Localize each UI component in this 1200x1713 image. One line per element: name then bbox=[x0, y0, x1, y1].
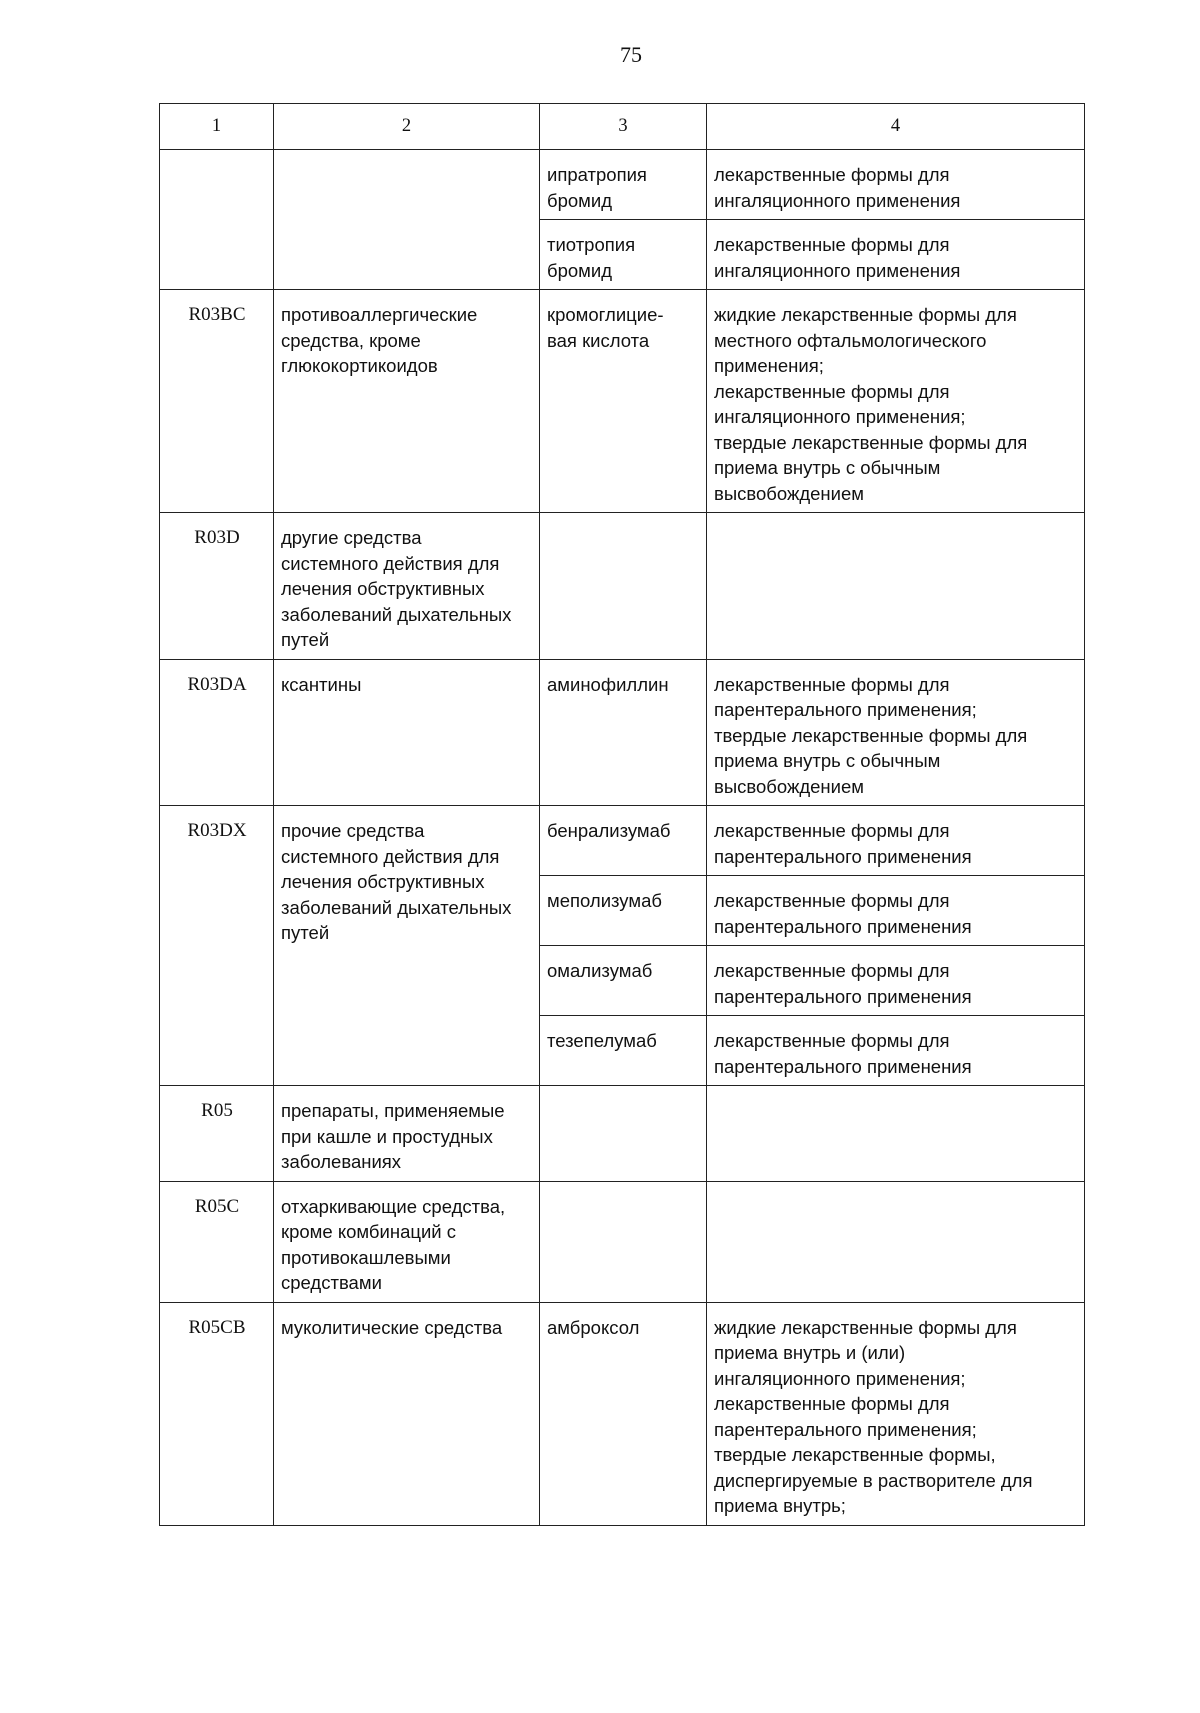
dosage-forms-cell bbox=[707, 220, 1085, 290]
dosage-form-line: высвобождением bbox=[714, 775, 864, 797]
group-text-line: путей bbox=[281, 922, 330, 943]
dosage-forms-cell bbox=[707, 806, 1085, 876]
drug-name-cell bbox=[540, 513, 707, 660]
group-text-line: путей bbox=[281, 629, 330, 650]
pharmacological-group-cell bbox=[274, 659, 540, 806]
table-header-row bbox=[160, 104, 1085, 150]
dosage-form-line: лекарственные формы для bbox=[714, 234, 950, 255]
drug-name-line: тиотропия bbox=[547, 234, 636, 255]
drug-name-cell bbox=[540, 290, 707, 513]
table-body bbox=[160, 150, 1085, 1526]
dosage-forms-cell bbox=[707, 1181, 1085, 1302]
atc-code-cell: R03D bbox=[160, 513, 274, 660]
table-row bbox=[160, 513, 1085, 660]
dosage-form-line: приема внутрь; bbox=[714, 1495, 846, 1516]
column-header: 4 bbox=[707, 104, 1085, 150]
dosage-forms-cell bbox=[707, 876, 1085, 946]
dosage-form-line: ингаляционного применения bbox=[714, 259, 961, 281]
group-text-line: другие средства bbox=[281, 527, 422, 548]
dosage-form-line: лекарственные формы для bbox=[714, 890, 950, 911]
drug-name-cell bbox=[540, 946, 707, 1016]
pharmacological-group-cell bbox=[274, 1086, 540, 1182]
group-text-line: кроме комбинаций с bbox=[281, 1221, 457, 1242]
drug-name-cell bbox=[540, 1016, 707, 1086]
atc-code-cell: R05 bbox=[160, 1086, 274, 1182]
dosage-form-line: парентерального применения bbox=[714, 985, 972, 1007]
group-text-line: глюкокортикоидов bbox=[281, 355, 438, 376]
drug-name-line: вая кислота bbox=[547, 329, 650, 351]
drug-name-line: амброксол bbox=[547, 1316, 640, 1338]
table-row bbox=[160, 290, 1085, 513]
dosage-form-line: жидкие лекарственные формы для bbox=[714, 304, 1017, 325]
group-text-line: препараты, применяемые bbox=[281, 1100, 505, 1121]
dosage-form-line: приема внутрь и (или) bbox=[714, 1342, 906, 1363]
dosage-form-line: высвобождением bbox=[714, 482, 864, 504]
page-number: 75 bbox=[620, 42, 642, 67]
pharmacological-group-cell bbox=[274, 806, 540, 1086]
group-text-line: отхаркивающие средства, bbox=[281, 1195, 506, 1217]
pharmacological-group-cell bbox=[274, 513, 540, 660]
dosage-forms-cell bbox=[707, 946, 1085, 1016]
table-row bbox=[160, 150, 1085, 220]
drug-name-line: омализумаб bbox=[547, 960, 653, 981]
dosage-form-line: твердые лекарственные формы для bbox=[714, 431, 1028, 453]
dosage-forms-cell bbox=[707, 513, 1085, 660]
drug-name-line: ипратропия bbox=[547, 164, 647, 185]
drug-name-cell bbox=[540, 659, 707, 806]
table-row bbox=[160, 1181, 1085, 1302]
group-text-line: при кашле и простудных bbox=[281, 1125, 493, 1147]
table-row bbox=[160, 1302, 1085, 1525]
dosage-form-line: твердые лекарственные формы, bbox=[714, 1444, 996, 1465]
dosage-form-line: лекарственные формы для bbox=[714, 164, 950, 185]
group-text-line: противокашлевыми bbox=[281, 1246, 451, 1268]
atc-code-cell: R05C bbox=[160, 1181, 274, 1302]
group-text-line: средства, кроме bbox=[281, 329, 421, 351]
group-text-line: муколитические средства bbox=[281, 1316, 503, 1338]
dosage-form-line: лекарственные формы для bbox=[714, 380, 950, 402]
dosage-form-line: диспергируемые в растворителе для bbox=[714, 1469, 1033, 1491]
drug-name-cell bbox=[540, 1302, 707, 1525]
column-header: 2 bbox=[274, 104, 540, 150]
drug-name-cell bbox=[540, 1181, 707, 1302]
dosage-forms-cell bbox=[707, 290, 1085, 513]
dosage-form-line: парентерального применения; bbox=[714, 1418, 977, 1440]
medications-table bbox=[159, 103, 1085, 1526]
dosage-form-line: парентерального применения bbox=[714, 915, 972, 937]
dosage-form-line: местного офтальмологического bbox=[714, 329, 987, 351]
drug-name-line: аминофиллин bbox=[547, 673, 669, 695]
dosage-form-line: ингаляционного применения; bbox=[714, 406, 966, 427]
dosage-form-line: лекарственные формы для bbox=[714, 820, 950, 841]
dosage-form-line: лекарственные формы для bbox=[714, 673, 950, 695]
dosage-form-line: лекарственные формы для bbox=[714, 1030, 950, 1051]
dosage-form-line: лекарственные формы для bbox=[714, 960, 950, 981]
dosage-form-line: жидкие лекарственные формы для bbox=[714, 1316, 1017, 1338]
atc-code-cell bbox=[160, 150, 274, 290]
group-text-line: лечения обструктивных bbox=[281, 871, 485, 892]
dosage-form-line: лекарственные формы для bbox=[714, 1393, 950, 1414]
pharmacological-group-cell bbox=[274, 1181, 540, 1302]
group-text-line: лечения обструктивных bbox=[281, 578, 485, 599]
table-row bbox=[160, 1086, 1085, 1182]
group-text-line: противоаллергические bbox=[281, 304, 478, 325]
group-text-line: средствами bbox=[281, 1272, 382, 1293]
drug-name-cell bbox=[540, 220, 707, 290]
drug-name-cell bbox=[540, 1086, 707, 1182]
group-text-line: системного действия для bbox=[281, 845, 500, 867]
dosage-form-line: приема внутрь с обычным bbox=[714, 457, 941, 478]
dosage-forms-cell bbox=[707, 1086, 1085, 1182]
drug-name-cell bbox=[540, 150, 707, 220]
drug-name-line: меполизумаб bbox=[547, 890, 662, 911]
group-text-line: ксантины bbox=[281, 673, 362, 695]
drug-name-line: кромоглицие- bbox=[547, 304, 664, 325]
dosage-form-line: твердые лекарственные формы для bbox=[714, 724, 1028, 746]
dosage-form-line: приема внутрь с обычным bbox=[714, 750, 941, 771]
column-header: 1 bbox=[160, 104, 274, 150]
pharmacological-group-cell bbox=[274, 290, 540, 513]
drug-name-line: бромид bbox=[547, 189, 613, 211]
drug-name-line: бенрализумаб bbox=[547, 820, 671, 841]
dosage-form-line: применения; bbox=[714, 355, 824, 376]
atc-code-cell: R03DA bbox=[160, 659, 274, 806]
dosage-forms-cell bbox=[707, 1302, 1085, 1525]
dosage-forms-cell bbox=[707, 659, 1085, 806]
atc-code-cell: R03BC bbox=[160, 290, 274, 513]
group-text-line: прочие средства bbox=[281, 820, 425, 841]
pharmacological-group-cell bbox=[274, 150, 540, 290]
dosage-form-line: ингаляционного применения bbox=[714, 189, 961, 211]
table-row bbox=[160, 806, 1085, 876]
group-text-line: системного действия для bbox=[281, 552, 500, 574]
pharmacological-group-cell bbox=[274, 1302, 540, 1525]
group-text-line: заболеваний дыхательных bbox=[281, 896, 512, 918]
group-text-line: заболеваний дыхательных bbox=[281, 603, 512, 625]
group-text-line: заболеваниях bbox=[281, 1151, 402, 1172]
dosage-form-line: парентерального применения; bbox=[714, 699, 977, 720]
drug-name-cell bbox=[540, 876, 707, 946]
atc-code-cell: R03DX bbox=[160, 806, 274, 1086]
dosage-form-line: парентерального применения bbox=[714, 1055, 972, 1077]
dosage-form-line: ингаляционного применения; bbox=[714, 1367, 966, 1389]
atc-code-cell: R05CB bbox=[160, 1302, 274, 1525]
dosage-forms-cell bbox=[707, 1016, 1085, 1086]
drug-name-line: тезепелумаб bbox=[547, 1030, 657, 1051]
table-row bbox=[160, 659, 1085, 806]
drug-name-line: бромид bbox=[547, 259, 613, 281]
dosage-form-line: парентерального применения bbox=[714, 845, 972, 867]
column-header: 3 bbox=[540, 104, 707, 150]
drug-name-cell bbox=[540, 806, 707, 876]
dosage-forms-cell bbox=[707, 150, 1085, 220]
